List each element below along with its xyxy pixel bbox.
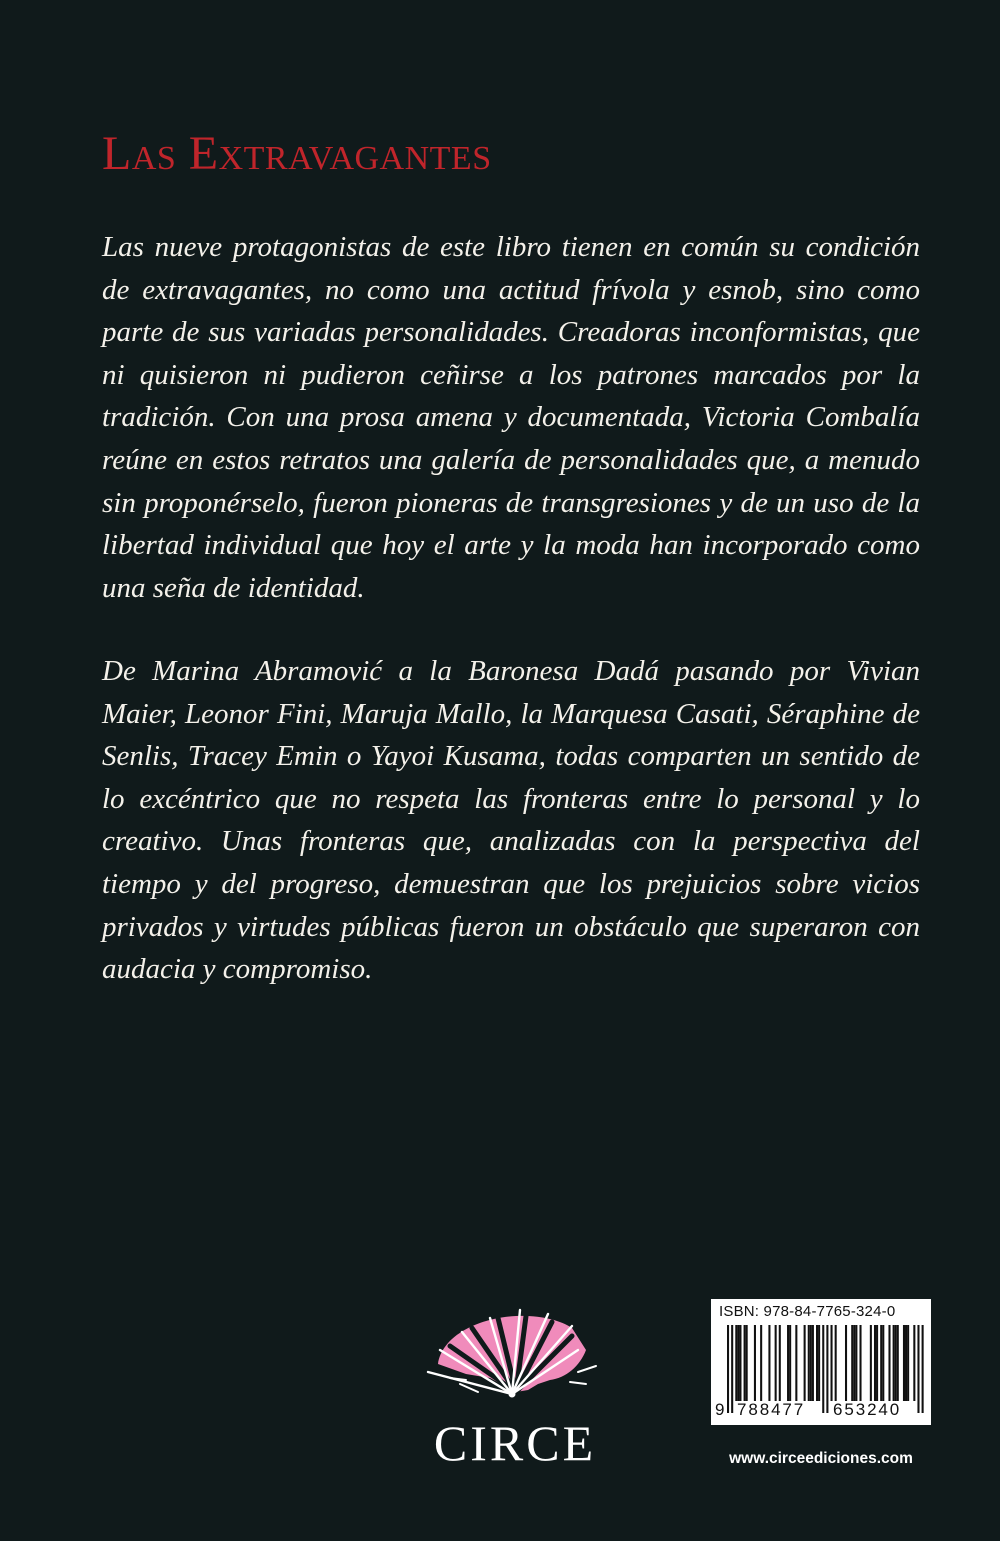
barcode-bar [870, 1325, 872, 1401]
barcode-bar [855, 1325, 857, 1401]
ean-first-digit: 9 [715, 1400, 725, 1419]
synopsis-paragraph-1: Las nueve protagonistas de este libro tienen en común su condición de extravagantes, no como una actitud frívola y esnob, sino como parte de sus variadas personalidades. Creadoras inconformistas, que ni quisieron ni pudieron ceñirse a los patrones marcados por la tradición. Con una prosa amena y documentada, Victoria Combalía reúne en estos retratos una galería de personalidades que, a menudo sin proponérselo, fueron pioneras de transgresiones y de un uso de la libertad individual que hoy el arte y la moda han incorporado como una seña de identidad. [102, 231, 920, 604]
barcode-bar [874, 1325, 876, 1401]
barcode-bar [845, 1325, 847, 1401]
barcode-bar [754, 1325, 756, 1401]
fan-icon [420, 1306, 610, 1416]
barcode-bar [746, 1325, 748, 1401]
publisher-name: CIRCE [433, 1415, 597, 1471]
barcode-bar [760, 1325, 762, 1401]
barcode-bar [907, 1325, 909, 1401]
barcode-bar [913, 1325, 915, 1401]
barcode-bar [835, 1325, 837, 1401]
barcode-bar [893, 1325, 895, 1401]
barcode-bar [804, 1325, 806, 1401]
barcode-bar [880, 1325, 882, 1401]
barcode-bar [775, 1325, 777, 1401]
barcode-bar [818, 1325, 820, 1401]
barcode-bar [853, 1325, 855, 1401]
barcode-bar [787, 1325, 789, 1401]
barcode-bar [903, 1325, 905, 1401]
publisher-logo [420, 1306, 610, 1486]
barcode-bar [851, 1325, 853, 1401]
book-title: Las Extravagantes [102, 127, 492, 180]
barcode-bar [816, 1325, 818, 1401]
barcode-bar [779, 1325, 781, 1401]
barcode-bar [789, 1325, 791, 1401]
barcode-bar [905, 1325, 907, 1401]
publisher-website: www.circeediciones.com [729, 1450, 913, 1467]
ean-left-digits: 788477 [737, 1400, 806, 1419]
barcode-bar [882, 1325, 884, 1401]
isbn-barcode [711, 1299, 931, 1425]
synopsis-paragraph-2: De Marina Abramović a la Baronesa Dadá pasando por Vivian Maier, Leonor Fini, Maruja Mallo, la Marquesa Casati, Séraphine de Senlis, Tracey Emin o Yayoi Kusama, todas comparten un sentido de lo excéntrico que no respeta las fronteras entre lo personal y lo creativo. Unas fronteras que, analizadas con la perspectiva del tiempo y del progreso, demuestran que los prejuicios sobre vicios privados y virtudes públicas fueron un obstáculo que superaron con audacia y compromiso. [102, 655, 920, 986]
barcode-bar [831, 1325, 833, 1401]
barcode-bar [859, 1325, 861, 1401]
barcode-bar [895, 1325, 897, 1401]
barcode-bar [812, 1325, 814, 1401]
barcode-bar [888, 1325, 890, 1401]
barcode-bar [897, 1325, 899, 1401]
barcode-bar [876, 1325, 878, 1401]
barcode-bar [735, 1325, 737, 1401]
barcode-bar [737, 1325, 739, 1401]
ean-right-digits: 653240 [833, 1400, 902, 1419]
isbn-label: ISBN: 978-84-7765-324-0 [719, 1303, 896, 1320]
barcode-bar [744, 1325, 746, 1401]
barcode-bar [739, 1325, 741, 1401]
barcode-bar [810, 1325, 812, 1401]
barcode-bar [808, 1325, 810, 1401]
barcode-bar [768, 1325, 770, 1401]
barcode-bar [795, 1325, 797, 1401]
